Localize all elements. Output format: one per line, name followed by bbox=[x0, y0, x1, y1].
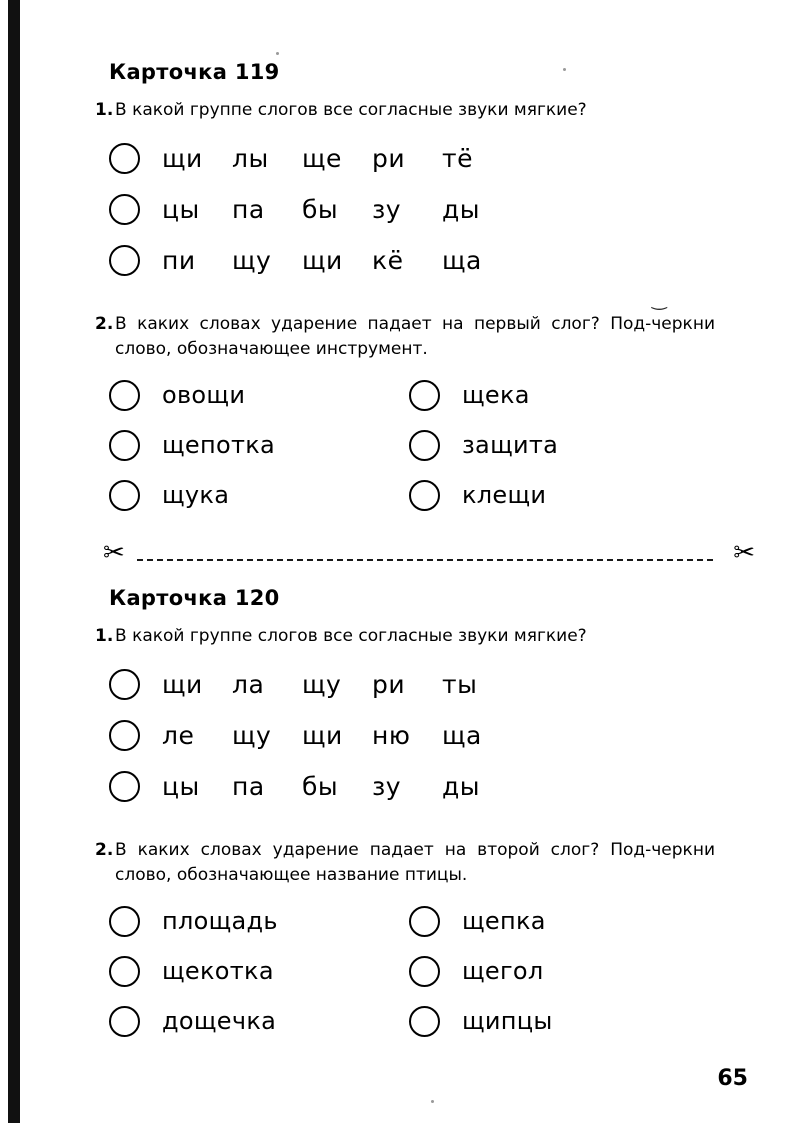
syllable: цы bbox=[162, 772, 200, 801]
word-option-label: щегол bbox=[462, 957, 544, 985]
word-options-right-column bbox=[409, 896, 553, 1046]
word-option-label: клещи bbox=[462, 481, 547, 509]
word-option[interactable] bbox=[409, 420, 558, 470]
syllable: щу bbox=[232, 721, 272, 750]
syllable: зу bbox=[372, 195, 402, 224]
syllable: ды bbox=[442, 772, 481, 801]
worksheet-content bbox=[95, 60, 755, 1046]
word-option-label: дощечка bbox=[162, 1007, 277, 1035]
radio-bubble[interactable] bbox=[109, 720, 140, 751]
card-title: Карточка 119 bbox=[109, 60, 280, 84]
radio-bubble[interactable] bbox=[109, 380, 140, 411]
word-option-label: щекотка bbox=[162, 957, 274, 985]
syllable: ще bbox=[302, 144, 342, 173]
syllable: кё bbox=[372, 246, 404, 275]
question-number: 2. bbox=[95, 840, 114, 860]
syllable-list bbox=[162, 246, 512, 275]
syllable: ды bbox=[442, 195, 481, 224]
syllable: щу bbox=[232, 246, 272, 275]
radio-bubble[interactable] bbox=[109, 480, 140, 511]
word-option-label: щепка bbox=[462, 907, 546, 935]
question-text: В какой группе слогов все согласные звуки мягкие? bbox=[115, 626, 587, 646]
radio-bubble[interactable] bbox=[109, 194, 140, 225]
word-option-label: щепотка bbox=[162, 431, 276, 459]
syllable: ща bbox=[442, 721, 482, 750]
question-2 bbox=[95, 838, 755, 888]
syllable-row[interactable] bbox=[109, 235, 755, 286]
syllable-row[interactable] bbox=[109, 659, 755, 710]
question-number: 2. bbox=[95, 314, 114, 334]
question-1 bbox=[95, 98, 755, 123]
question-2 bbox=[95, 312, 755, 362]
radio-bubble[interactable] bbox=[109, 430, 140, 461]
syllable: тё bbox=[442, 144, 473, 173]
cut-line bbox=[95, 538, 755, 582]
syllable: ри bbox=[372, 144, 406, 173]
radio-bubble[interactable] bbox=[409, 1006, 440, 1037]
word-option[interactable] bbox=[109, 996, 409, 1046]
word-option[interactable] bbox=[409, 896, 553, 946]
syllable: зу bbox=[372, 772, 402, 801]
syllable-list bbox=[162, 772, 512, 801]
word-option-label: овощи bbox=[162, 381, 246, 409]
syllable: па bbox=[232, 195, 265, 224]
word-option[interactable] bbox=[109, 896, 409, 946]
radio-bubble[interactable] bbox=[109, 245, 140, 276]
syllable: ри bbox=[372, 670, 406, 699]
card-120 bbox=[95, 586, 755, 1046]
word-option[interactable] bbox=[109, 370, 409, 420]
radio-bubble[interactable] bbox=[409, 480, 440, 511]
scan-speckle bbox=[276, 52, 279, 55]
cut-line-dashes bbox=[137, 559, 713, 561]
scan-edge-gap bbox=[20, 0, 25, 1123]
syllable-row[interactable] bbox=[109, 710, 755, 761]
syllable-row[interactable] bbox=[109, 133, 755, 184]
syllable: пи bbox=[162, 246, 196, 275]
radio-bubble[interactable] bbox=[409, 906, 440, 937]
radio-bubble[interactable] bbox=[109, 143, 140, 174]
page-number: 65 bbox=[717, 1066, 748, 1091]
radio-bubble[interactable] bbox=[109, 1006, 140, 1037]
syllable: цы bbox=[162, 195, 200, 224]
word-option-label: площадь bbox=[162, 907, 278, 935]
radio-bubble[interactable] bbox=[109, 669, 140, 700]
syllable: лы bbox=[232, 144, 269, 173]
radio-bubble[interactable] bbox=[109, 906, 140, 937]
syllable-list bbox=[162, 144, 512, 173]
word-option-label: щука bbox=[162, 481, 230, 509]
syllable: ле bbox=[162, 721, 195, 750]
syllable-list bbox=[162, 670, 512, 699]
syllable-list bbox=[162, 721, 512, 750]
word-options bbox=[109, 896, 755, 1046]
scissors-icon: ✂ bbox=[733, 538, 755, 568]
word-option-label: щека bbox=[462, 381, 530, 409]
syllable: щи bbox=[302, 721, 343, 750]
syllable: щу bbox=[302, 670, 342, 699]
scan-speckle bbox=[431, 1100, 434, 1103]
question-text: В какой группе слогов все согласные звуки мягкие? bbox=[115, 100, 587, 120]
radio-bubble[interactable] bbox=[409, 430, 440, 461]
syllable: па bbox=[232, 772, 265, 801]
word-option[interactable] bbox=[409, 946, 553, 996]
syllable: щи bbox=[302, 246, 343, 275]
word-option[interactable] bbox=[409, 470, 558, 520]
syllable-row[interactable] bbox=[109, 761, 755, 812]
radio-bubble[interactable] bbox=[109, 956, 140, 987]
question-number: 1. bbox=[95, 100, 114, 120]
word-option[interactable] bbox=[109, 420, 409, 470]
word-option[interactable] bbox=[409, 996, 553, 1046]
syllable: ла bbox=[232, 670, 265, 699]
syllable-row[interactable] bbox=[109, 184, 755, 235]
question-text: В каких словах ударение падает на второй слог? Под-черкни слово, обозначающее название птицы. bbox=[115, 840, 715, 885]
word-option[interactable] bbox=[409, 370, 558, 420]
word-option-label: щипцы bbox=[462, 1007, 553, 1035]
word-option[interactable] bbox=[109, 470, 409, 520]
radio-bubble[interactable] bbox=[409, 380, 440, 411]
word-options bbox=[109, 370, 755, 520]
syllable-options bbox=[109, 133, 755, 286]
scan-edge-bar bbox=[8, 0, 20, 1123]
question-number: 1. bbox=[95, 626, 114, 646]
syllable: щи bbox=[162, 144, 203, 173]
syllable: бы bbox=[302, 195, 339, 224]
radio-bubble[interactable] bbox=[409, 956, 440, 987]
stray-pen-mark: ‿ bbox=[652, 290, 667, 311]
question-1 bbox=[95, 624, 755, 649]
syllable-options bbox=[109, 659, 755, 812]
syllable: ты bbox=[442, 670, 478, 699]
word-options-left-column bbox=[109, 370, 409, 520]
card-119 bbox=[95, 60, 755, 520]
question-text: В каких словах ударение падает на первый слог? Под-черкни слово, обозначающее инструмент. bbox=[115, 314, 715, 359]
scissors-icon: ✂ bbox=[103, 538, 125, 568]
syllable: бы bbox=[302, 772, 339, 801]
word-options-left-column bbox=[109, 896, 409, 1046]
syllable: ща bbox=[442, 246, 482, 275]
syllable: ню bbox=[372, 721, 411, 750]
syllable: щи bbox=[162, 670, 203, 699]
word-option-label: защита bbox=[462, 431, 559, 459]
word-options-right-column bbox=[409, 370, 558, 520]
radio-bubble[interactable] bbox=[109, 771, 140, 802]
card-title: Карточка 120 bbox=[109, 586, 280, 610]
syllable-list bbox=[162, 195, 512, 224]
word-option[interactable] bbox=[109, 946, 409, 996]
